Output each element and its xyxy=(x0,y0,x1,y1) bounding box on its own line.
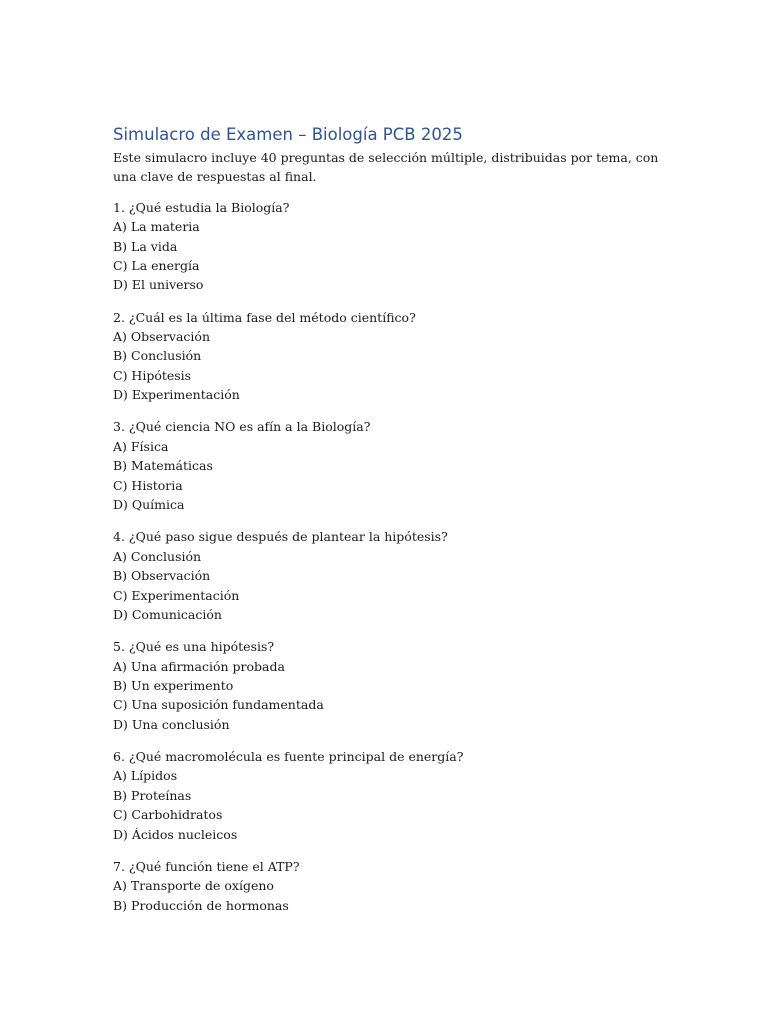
question-prompt: 4. ¿Qué paso sigue después de plantear la hipótesis? xyxy=(113,529,448,545)
question-2 xyxy=(113,308,673,405)
question-7 xyxy=(113,857,673,915)
question-6 xyxy=(113,747,673,844)
option-b: B) La vida xyxy=(113,238,178,254)
question-prompt: 6. ¿Qué macromolécula es fuente principal de energía? xyxy=(113,748,464,764)
option-d: D) Ácidos nucleicos xyxy=(113,826,238,842)
question-5 xyxy=(113,637,673,734)
question-4 xyxy=(113,527,673,624)
question-1 xyxy=(113,198,673,295)
option-d: D) Comunicación xyxy=(113,606,222,622)
question-prompt: 3. ¿Qué ciencia NO es afín a la Biología? xyxy=(113,419,371,435)
document-page xyxy=(113,124,673,928)
option-b: B) Producción de hormonas xyxy=(113,897,289,913)
option-a: A) Conclusión xyxy=(113,548,202,564)
option-c: C) Hipótesis xyxy=(113,367,192,383)
option-b: B) Un experimento xyxy=(113,677,234,693)
document-title: Simulacro de Examen – Biología PCB 2025 xyxy=(113,125,463,144)
question-prompt: 1. ¿Qué estudia la Biología? xyxy=(113,199,290,215)
option-c: C) Experimentación xyxy=(113,587,240,603)
option-d: D) Una conclusión xyxy=(113,716,230,732)
option-a: A) Transporte de oxígeno xyxy=(113,878,274,894)
option-c: C) Historia xyxy=(113,477,183,493)
option-c: C) La energía xyxy=(113,258,200,274)
option-b: B) Observación xyxy=(113,568,211,584)
option-b: B) Matemáticas xyxy=(113,458,213,474)
question-3 xyxy=(113,417,673,514)
option-b: B) Conclusión xyxy=(113,348,202,364)
option-a: A) Observación xyxy=(113,329,211,345)
option-d: D) Experimentación xyxy=(113,387,240,403)
option-d: D) Química xyxy=(113,497,185,513)
option-b: B) Proteínas xyxy=(113,787,192,803)
option-a: A) Física xyxy=(113,438,169,454)
question-prompt: 2. ¿Cuál es la última fase del método científico? xyxy=(113,309,416,325)
option-d: D) El universo xyxy=(113,277,204,293)
intro-paragraph: Este simulacro incluye 40 preguntas de selección múltiple, distribuidas por tema, con una clave de respuestas al final. xyxy=(113,150,659,185)
option-c: C) Carbohidratos xyxy=(113,807,223,823)
option-a: A) Lípidos xyxy=(113,768,178,784)
question-prompt: 7. ¿Qué función tiene el ATP? xyxy=(113,858,300,874)
question-prompt: 5. ¿Qué es una hipótesis? xyxy=(113,639,275,655)
option-a: A) La materia xyxy=(113,219,200,235)
option-c: C) Una suposición fundamentada xyxy=(113,697,324,713)
option-a: A) Una afirmación probada xyxy=(113,658,285,674)
